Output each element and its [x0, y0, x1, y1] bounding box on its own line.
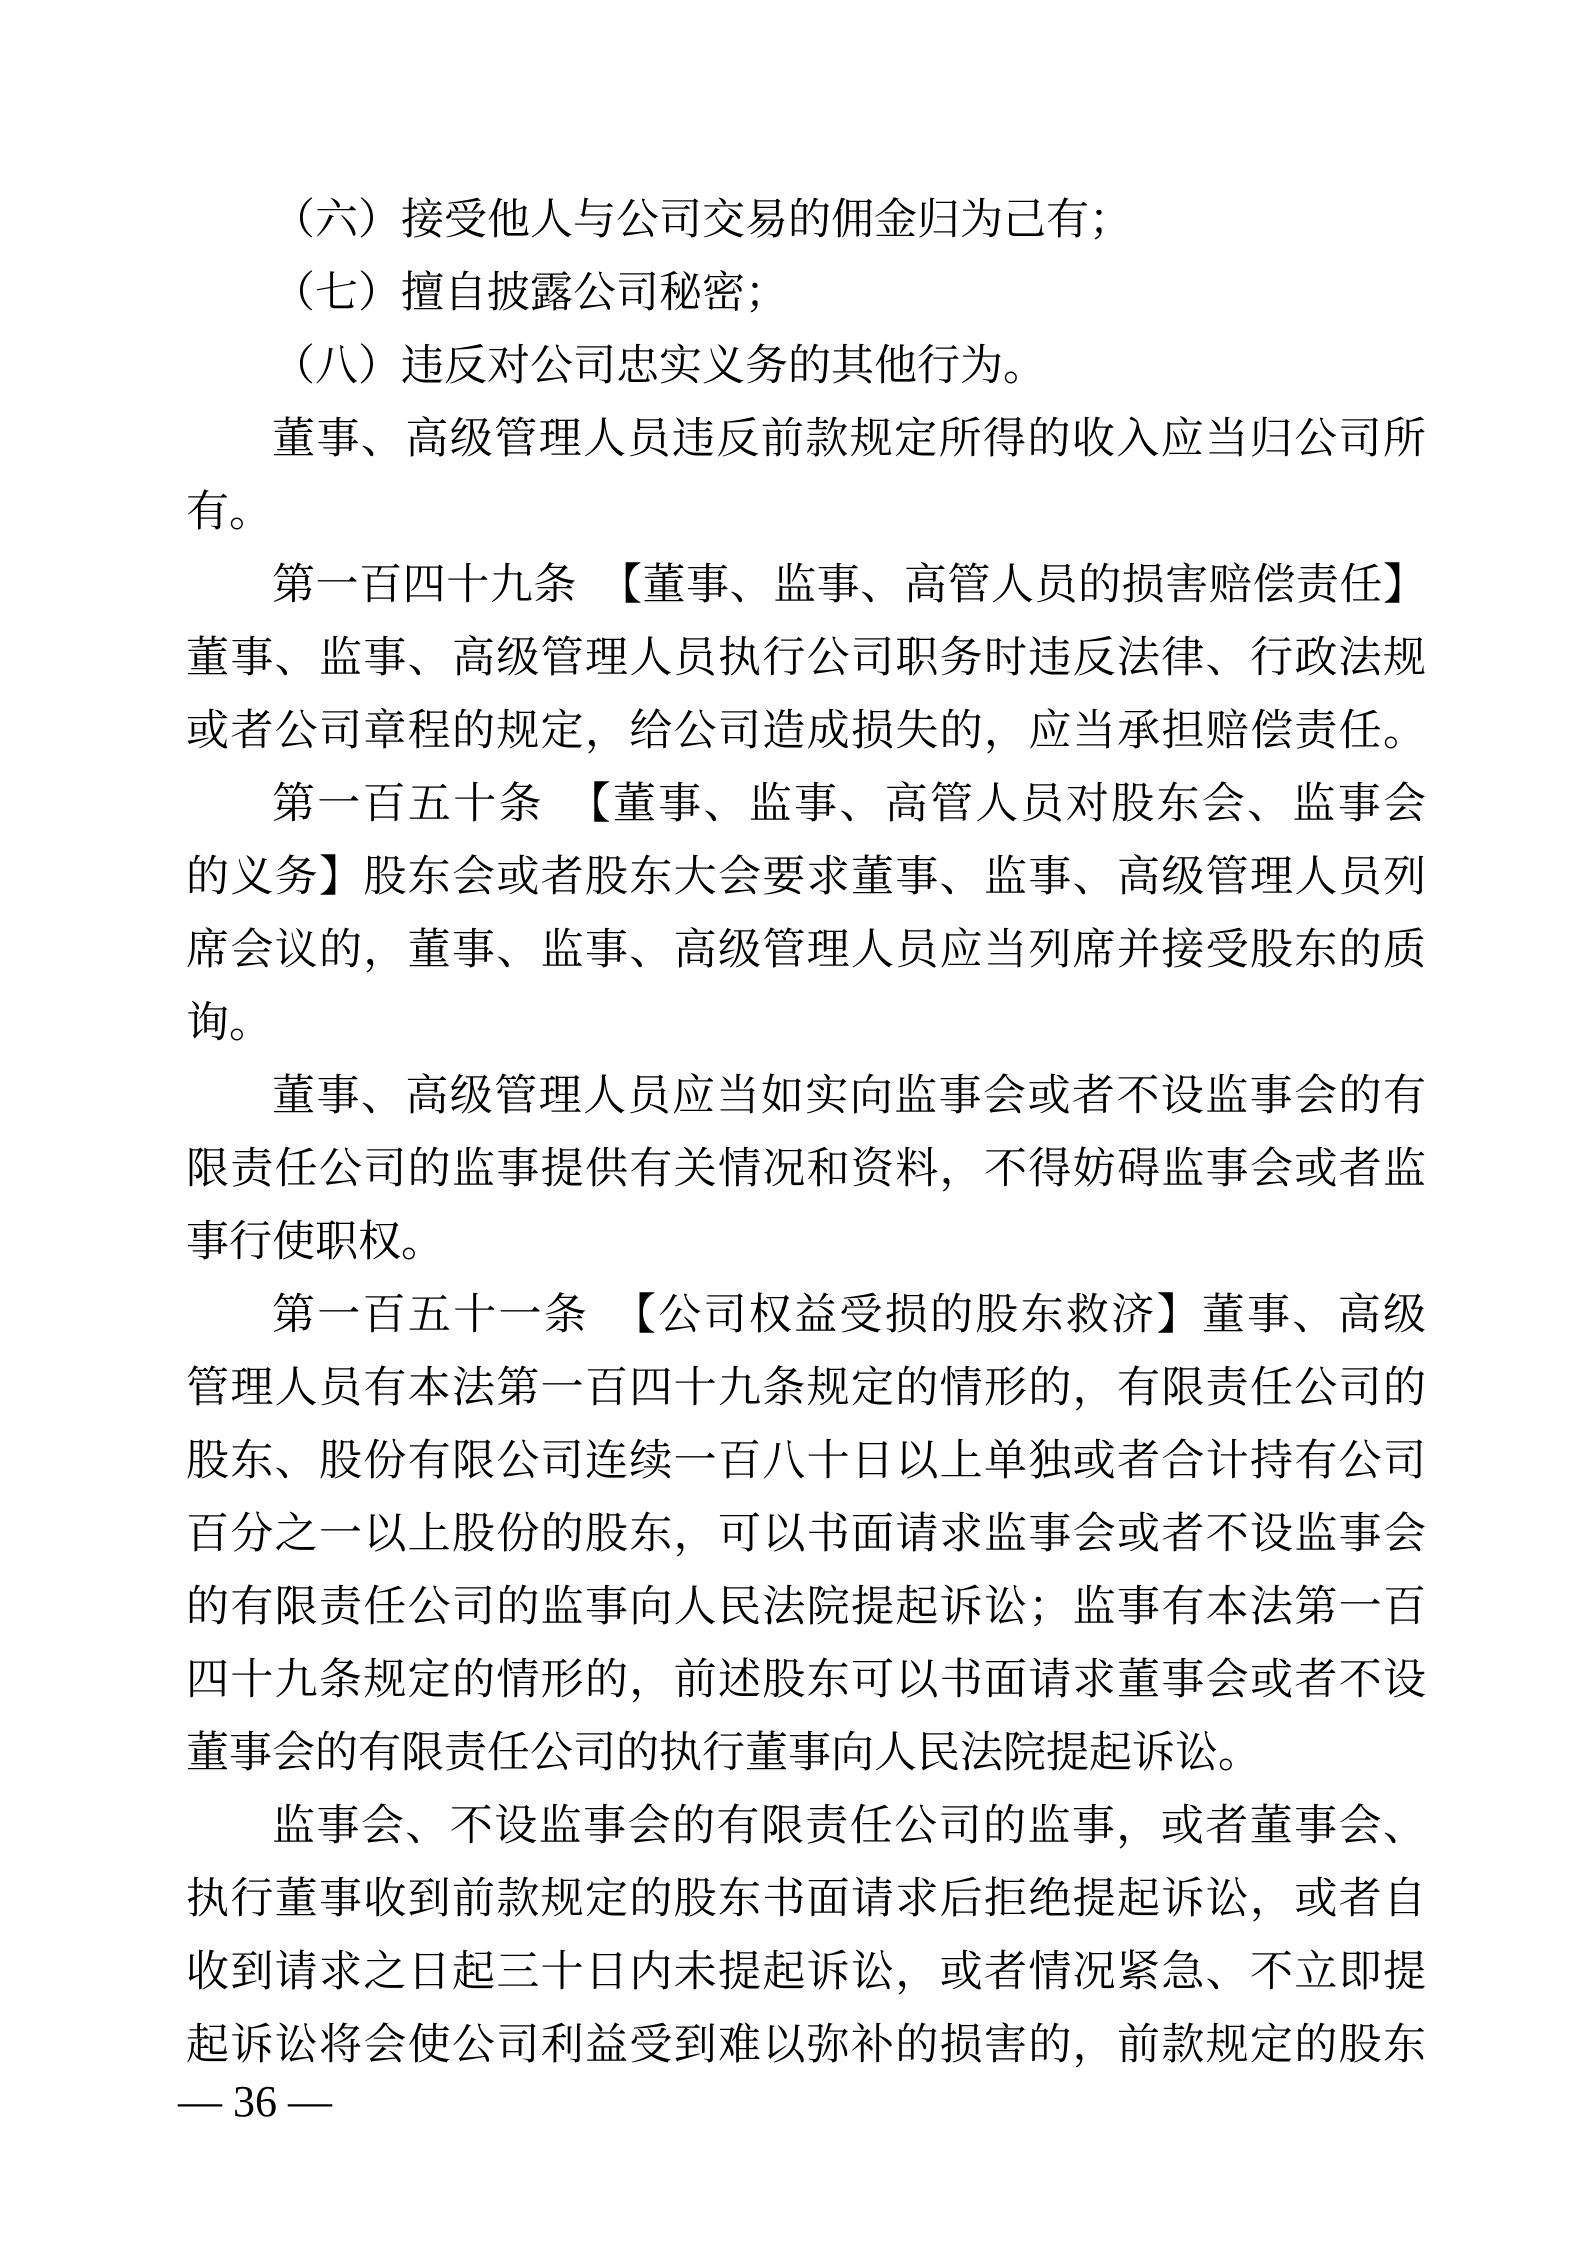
paragraph — [186, 1060, 1426, 1279]
list-item-paragraph — [186, 330, 1426, 403]
text-line: 四十九条规定的情形的，前述股东可以书面请求董事会或者不设 — [186, 1657, 1426, 1704]
paragraph — [186, 1790, 1426, 2082]
text-line: 董事、监事、高级管理人员执行公司职务时违反法律、行政法规 — [186, 635, 1426, 682]
text-line: 的有限责任公司的监事向人民法院提起诉讼；监事有本法第一百 — [186, 1584, 1426, 1631]
article-opening-line: 第一百五十一条 【公司权益受损的股东救济】董事、高级 — [272, 1292, 1426, 1339]
text-line: 起诉讼将会使公司利益受到难以弥补的损害的，前款规定的股东 — [186, 2022, 1426, 2069]
text-line: 百分之一以上股份的股东，可以书面请求监事会或者不设监事会 — [186, 1511, 1426, 1558]
text-line: 收到请求之日起三十日内未提起诉讼，或者情况紧急、不立即提 — [186, 1949, 1426, 1996]
text-line: 询。 — [186, 1000, 272, 1047]
text-content — [186, 184, 1426, 2082]
list-item-paragraph — [186, 257, 1426, 330]
text-line: 董事、高级管理人员违反前款规定所得的收入应当归公司所 — [272, 416, 1426, 463]
text-line: 或者公司章程的规定，给公司造成损失的，应当承担赔偿责任。 — [186, 708, 1426, 755]
text-line: 限责任公司的监事提供有关情况和资料，不得妨碍监事会或者监 — [186, 1146, 1426, 1193]
paragraph — [186, 403, 1426, 549]
text-line: 执行董事收到前款规定的股东书面请求后拒绝提起诉讼，或者自 — [186, 1876, 1426, 1923]
page-number: — 36 — — [178, 2077, 332, 2126]
text-line: 事行使职权。 — [186, 1219, 444, 1266]
text-line: 席会议的，董事、监事、高级管理人员应当列席并接受股东的质 — [186, 927, 1426, 974]
text-line: （七）擅自披露公司秘密； — [272, 270, 788, 317]
text-line: 董事、高级管理人员应当如实向监事会或者不设监事会的有 — [272, 1073, 1426, 1120]
text-line: 的义务】股东会或者股东大会要求董事、监事、高级管理人员列 — [186, 854, 1426, 901]
text-line: 股东、股份有限公司连续一百八十日以上单独或者合计持有公司 — [186, 1438, 1426, 1485]
list-item-paragraph — [186, 184, 1426, 257]
text-line: 监事会、不设监事会的有限责任公司的监事，或者董事会、 — [272, 1803, 1426, 1850]
article-opening-line: 第一百四十九条 【董事、监事、高管人员的损害赔偿责任】 — [272, 562, 1426, 609]
text-line: （六）接受他人与公司交易的佣金归为己有； — [272, 197, 1132, 244]
article-paragraph — [186, 1279, 1426, 1790]
article-opening-line: 第一百五十条 【董事、监事、高管人员对股东会、监事会 — [272, 781, 1426, 828]
text-line: 董事会的有限责任公司的执行董事向人民法院提起诉讼。 — [186, 1730, 1261, 1777]
article-paragraph — [186, 549, 1426, 768]
text-line: （八）违反对公司忠实义务的其他行为。 — [272, 343, 1046, 390]
article-paragraph — [186, 768, 1426, 1060]
text-line: 管理人员有本法第一百四十九条规定的情形的，有限责任公司的 — [186, 1365, 1426, 1412]
text-line: 有。 — [186, 489, 272, 536]
